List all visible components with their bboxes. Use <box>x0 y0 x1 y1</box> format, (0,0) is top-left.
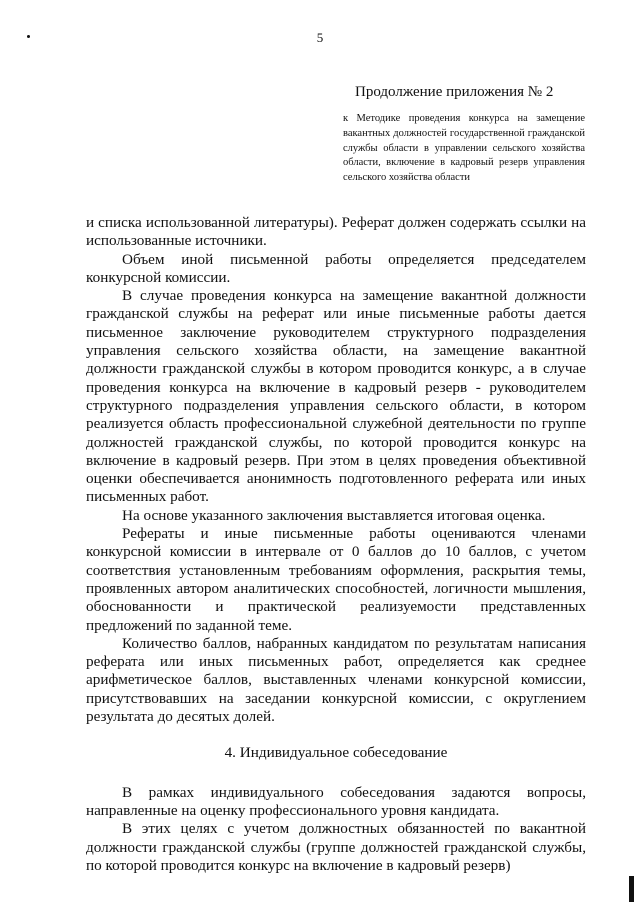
appendix-note: к Методике проведения конкурса на замещение вакантных должностей государственной гражданской службы области в управлении сельского хозяйства области, включение в кадровый резерв управления сельского хозяйства области <box>343 113 585 184</box>
paragraph-4: На основе указанного заключения выставляется итоговая оценка. <box>122 506 546 524</box>
paragraph-5: Рефераты и иные письменные работы оцениваются членами конкурсной комиссии в интервале от 0 баллов до 10 баллов, с учетом соответствия установленным требованиям оформления, раскрытия темы, проявленных автором аналитических способностей, логичности мышления, обоснованности и практической реализуемости представленных предложений по заданной теме. <box>86 525 586 634</box>
paragraph-2: Объем иной письменной работы определяется председателем конкурсной комиссии. <box>86 250 586 286</box>
section-heading: 4. Индивидуальное собеседование <box>224 744 448 762</box>
appendix-title: Продолжение приложения № 2 <box>355 84 554 100</box>
paragraph-6: Количество баллов, набранных кандидатом по результатам написания реферата или иных письменных работ, определяется как среднее арифметическое баллов, выставленных членами конкурсной комиссии, присутствовавших на заседании конкурсной комиссии, с округлением результата до десятых долей. <box>86 634 586 726</box>
scan-edge-mark <box>629 876 634 902</box>
paragraph-1: и списка использованной литературы). Реферат должен содержать ссылки на использованные источники. <box>86 214 586 250</box>
document-body <box>86 214 586 875</box>
paragraph-3: В случае проведения конкурса на замещение вакантной должности гражданской службы на реферат или иные письменные работы дается письменное заключение руководителем структурного подразделения управления сельского хозяйства области, на замещение вакантной должности гражданской службы в котором проводится конкурс, а в случае проведения конкурса на включение в кадровый резерв - руководителем структурного подразделения управления сельского области, в котором реализуется область профессиональной служебной деятельности по группе должностей гражданской службы, по которой проводится конкурс на включение в кадровый резерв. При этом в целях проведения объективной оценки обеспечивается анонимность подготовленного реферата или иных письменных работ. <box>86 287 586 506</box>
page-number: 5 <box>316 30 324 45</box>
paragraph-8: В этих целях с учетом должностных обязанностей по вакантной должности гражданской службы (группе должностей гражданской службы, по которой проводится конкурс на включение в кадровый резерв) <box>86 820 586 874</box>
paragraph-7: В рамках индивидуального собеседования задаются вопросы, направленные на оценку профессионального уровня кандидата. <box>86 783 586 819</box>
